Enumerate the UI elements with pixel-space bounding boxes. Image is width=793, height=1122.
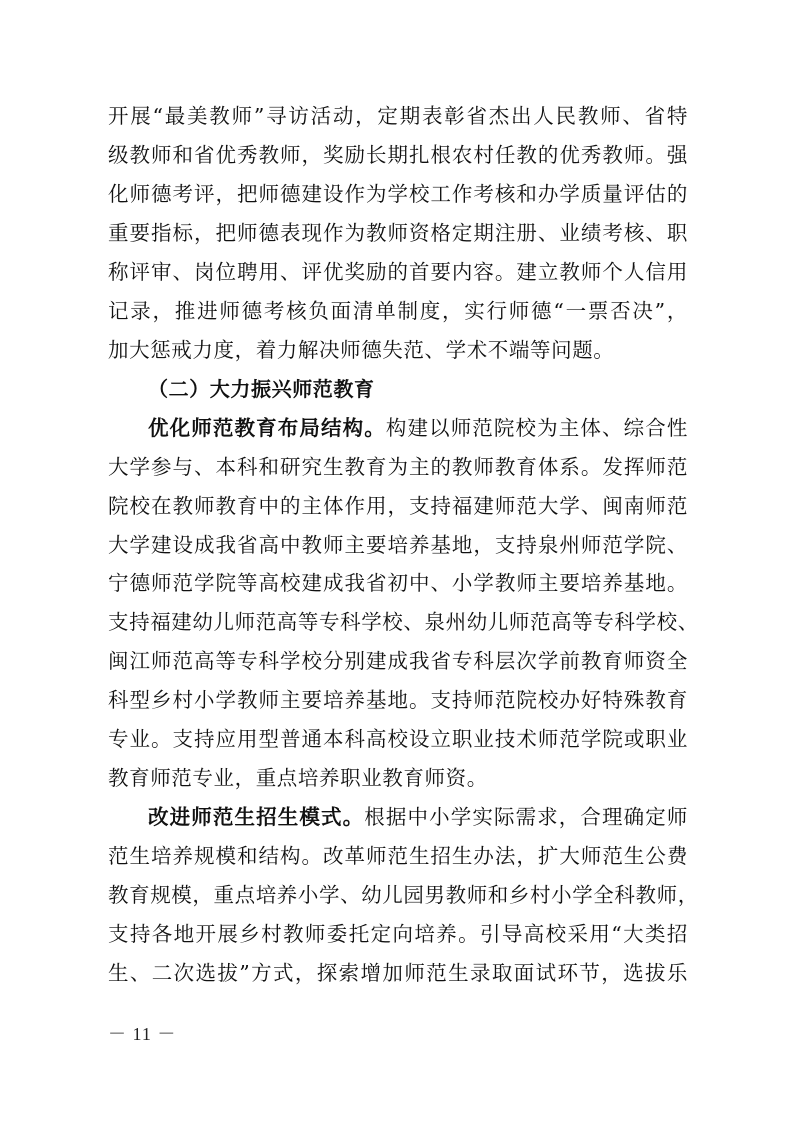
body-text-line: 教育规模，重点培养小学、幼儿园男教师和乡村小学全科教师， [108, 883, 699, 907]
body-text-line: 加大惩戒力度，着力解决师德失范、学术不端等问题。 [108, 338, 615, 362]
body-text-span: 根据中小学实际需求，合理确定师 [364, 805, 689, 829]
paragraph-lead-title: 优化师范教育布局结构。 [148, 416, 386, 440]
body-text-line: 级教师和省优秀教师，奖励长期扎根农村任教的优秀教师。强 [108, 143, 688, 167]
body-text-line: 院校在教师教育中的主体作用，支持福建师范大学、闽南师范 [108, 494, 688, 518]
body-text-line: 科型乡村小学教师主要培养基地。支持师范院校办好特殊教育 [108, 688, 688, 712]
body-text-line: 闽江师范高等专科学校分别建成我省专科层次学前教育师资全 [108, 649, 688, 673]
body-text-line: 宁德师范学院等高校建成我省初中、小学教师主要培养基地。 [108, 571, 688, 595]
body-text-line: 专业。支持应用型普通本科高校设立职业技术师范学院或职业 [108, 727, 688, 751]
body-text-line: 教育师范专业，重点培养职业教育师资。 [108, 766, 488, 790]
body-text-span: 构建以师范院校为主体、综合性 [385, 416, 688, 440]
body-text-line: 重要指标，把师德表现作为教师资格定期注册、业绩考核、职 [108, 221, 688, 245]
section-heading: （二）大力振兴师范教育 [148, 377, 375, 401]
body-text-line: 化师德考评，把师德建设作为学校工作考核和办学质量评估的 [108, 182, 688, 206]
body-text-line: 支持各地开展乡村教师委托定向培养。引导高校采用“大类招 [108, 922, 688, 946]
body-text-line: 开展“最美教师”寻访活动，定期表彰省杰出人民教师、省特 [108, 104, 688, 128]
body-text-line: 支持福建幼儿师范高等专科学校、泉州幼儿师范高等专科学校、 [108, 610, 699, 634]
body-text-line: 记录，推进师德考核负面清单制度，实行师德“一票否决”， [108, 299, 688, 323]
paragraph-lead-title: 改进师范生招生模式。 [148, 805, 365, 829]
body-text-line: 大学建设成我省高中教师主要培养基地，支持泉州师范学院、 [108, 533, 688, 557]
body-text-line: 范生培养规模和结构。改革师范生招生办法，扩大师范生公费 [108, 844, 688, 868]
paragraph-first-line [148, 413, 688, 443]
body-text-line: 生、二次选拔”方式，探索增加师范生录取面试环节，选拔乐 [108, 961, 688, 985]
body-text-line: 称评审、岗位聘用、评优奖励的首要内容。建立教师个人信用 [108, 260, 688, 284]
body-text-line: 大学参与、本科和研究生教育为主的教师教育体系。发挥师范 [108, 455, 688, 479]
page-number: － 11 － [108, 1024, 177, 1044]
paragraph-first-line [148, 802, 688, 832]
